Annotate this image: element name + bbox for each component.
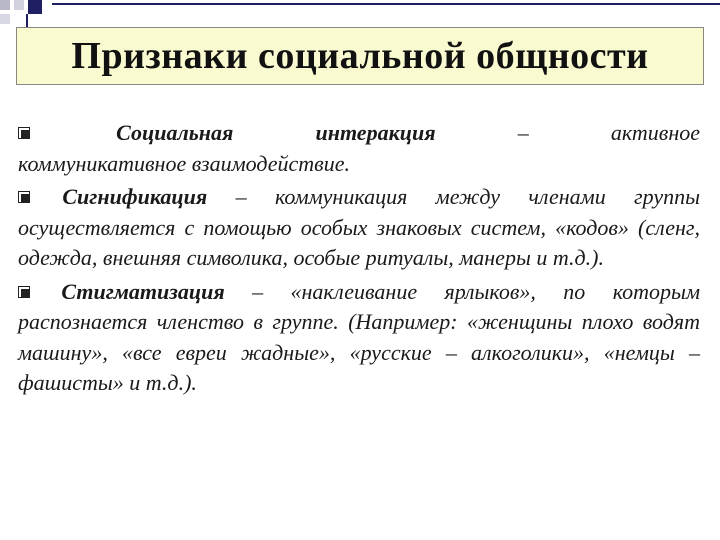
checkbox-square-icon [18, 286, 30, 298]
list-item-stigmatization [18, 277, 700, 399]
term-signification: Сигнификация [62, 184, 208, 209]
list-item-signification [18, 182, 700, 274]
decor-square [14, 0, 24, 10]
bullet-list [18, 118, 700, 402]
dash: – [252, 278, 264, 304]
definition-text-continued: коммуникативное взаимодействие. [18, 150, 350, 176]
definition-text: «наклеивание ярлыков», по которым распознается членство в группе. (Например: «женщины плохо водят машину», «все евреи жадные», «русские – алкоголики», «немцы – фашисты» и т.д.). [18, 278, 700, 395]
checkbox-square-icon [18, 127, 30, 139]
dash: – [517, 120, 529, 145]
decor-square-accent [28, 0, 42, 14]
decor-square [0, 14, 10, 24]
decor-top-line [52, 3, 720, 5]
title-banner [16, 27, 704, 85]
term-interaction: Социальная интеракция [116, 120, 436, 145]
list-item-interaction [18, 118, 700, 179]
definition-text: активное [610, 120, 700, 145]
term-stigmatization: Стигматизация [61, 278, 225, 304]
checkbox-square-icon [18, 191, 30, 203]
slide-title: Признаки социальной общности [71, 35, 649, 77]
decor-square [0, 0, 10, 10]
dash: – [235, 184, 247, 209]
definition-text: коммуникация между членами группы осуществляется с помощью особых знаковых систем, «кодов» (сленг, одежда, внешняя символика, особые ритуалы, манеры и т.д.). [18, 184, 701, 270]
list-item-first-line [18, 118, 700, 149]
